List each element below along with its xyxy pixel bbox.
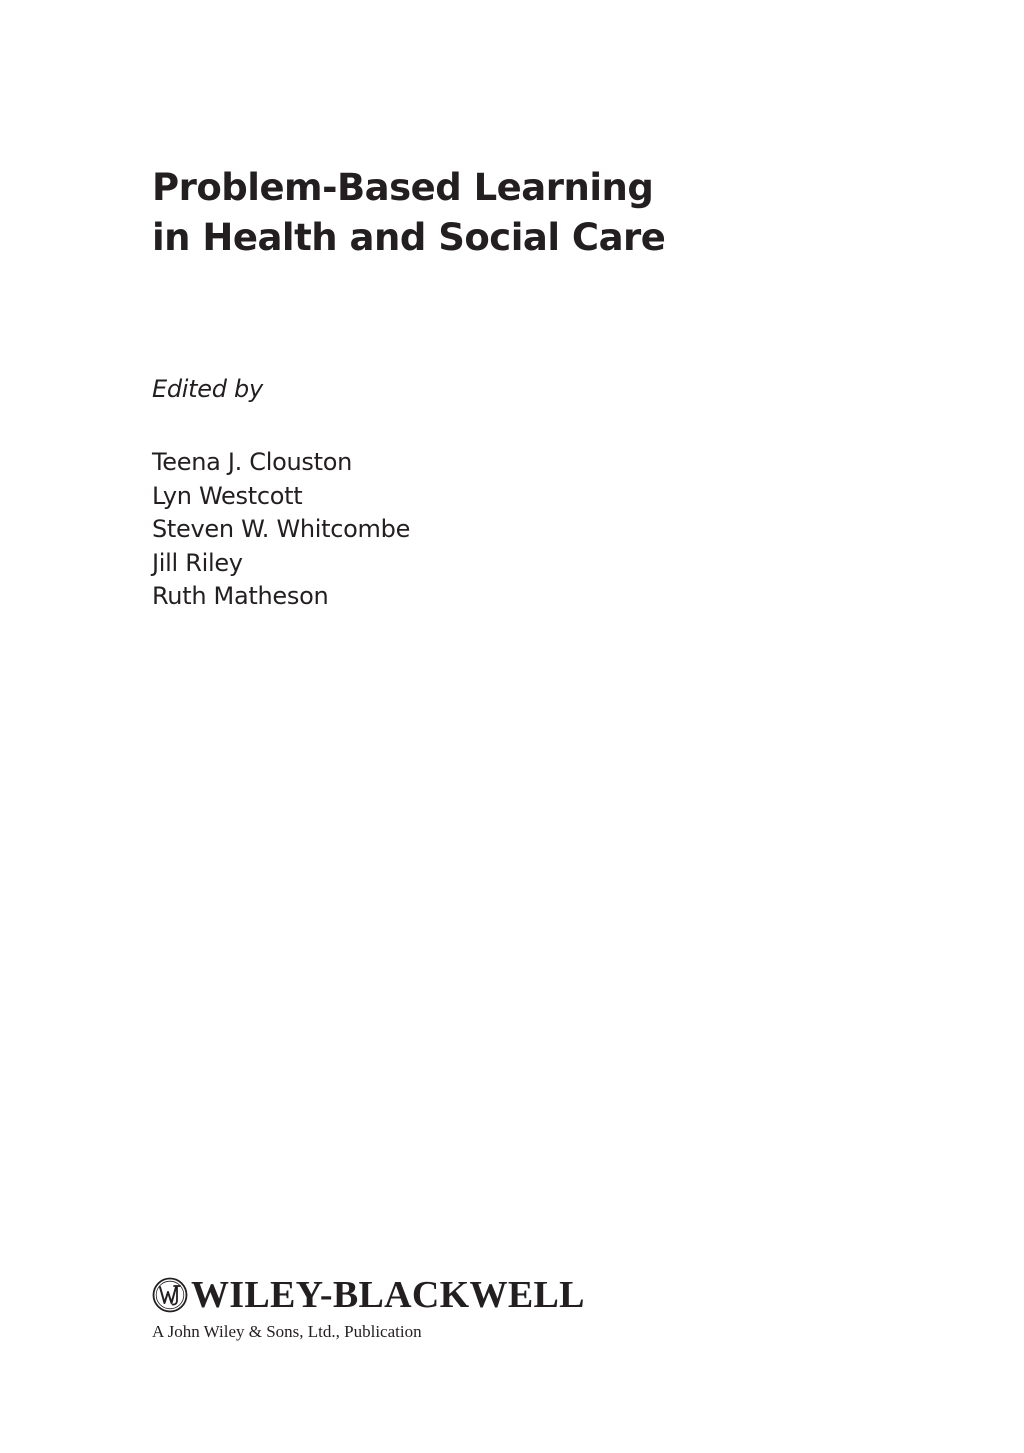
book-title-line-2: in Health and Social Care: [152, 216, 666, 259]
editor-list: [152, 446, 410, 614]
editor-name: Ruth Matheson: [152, 582, 329, 610]
editor-name: Steven W. Whitcombe: [152, 515, 411, 543]
publisher-block: [152, 1274, 585, 1343]
editor-name: Lyn Westcott: [152, 481, 303, 510]
edited-by-label: Edited by: [152, 375, 263, 403]
wiley-monogram-icon: [152, 1277, 188, 1313]
editor-name: Jill Riley: [152, 548, 243, 577]
publisher-logo: [152, 1274, 585, 1316]
publisher-name: WILEY-BLACKWELL: [191, 1274, 585, 1316]
editor-name: Teena J. Clouston: [152, 448, 353, 476]
publisher-imprint: A John Wiley & Sons, Ltd., Publication: [152, 1322, 422, 1341]
book-title-line-1: Problem-Based Learning: [152, 166, 654, 209]
book-title: [152, 163, 665, 263]
